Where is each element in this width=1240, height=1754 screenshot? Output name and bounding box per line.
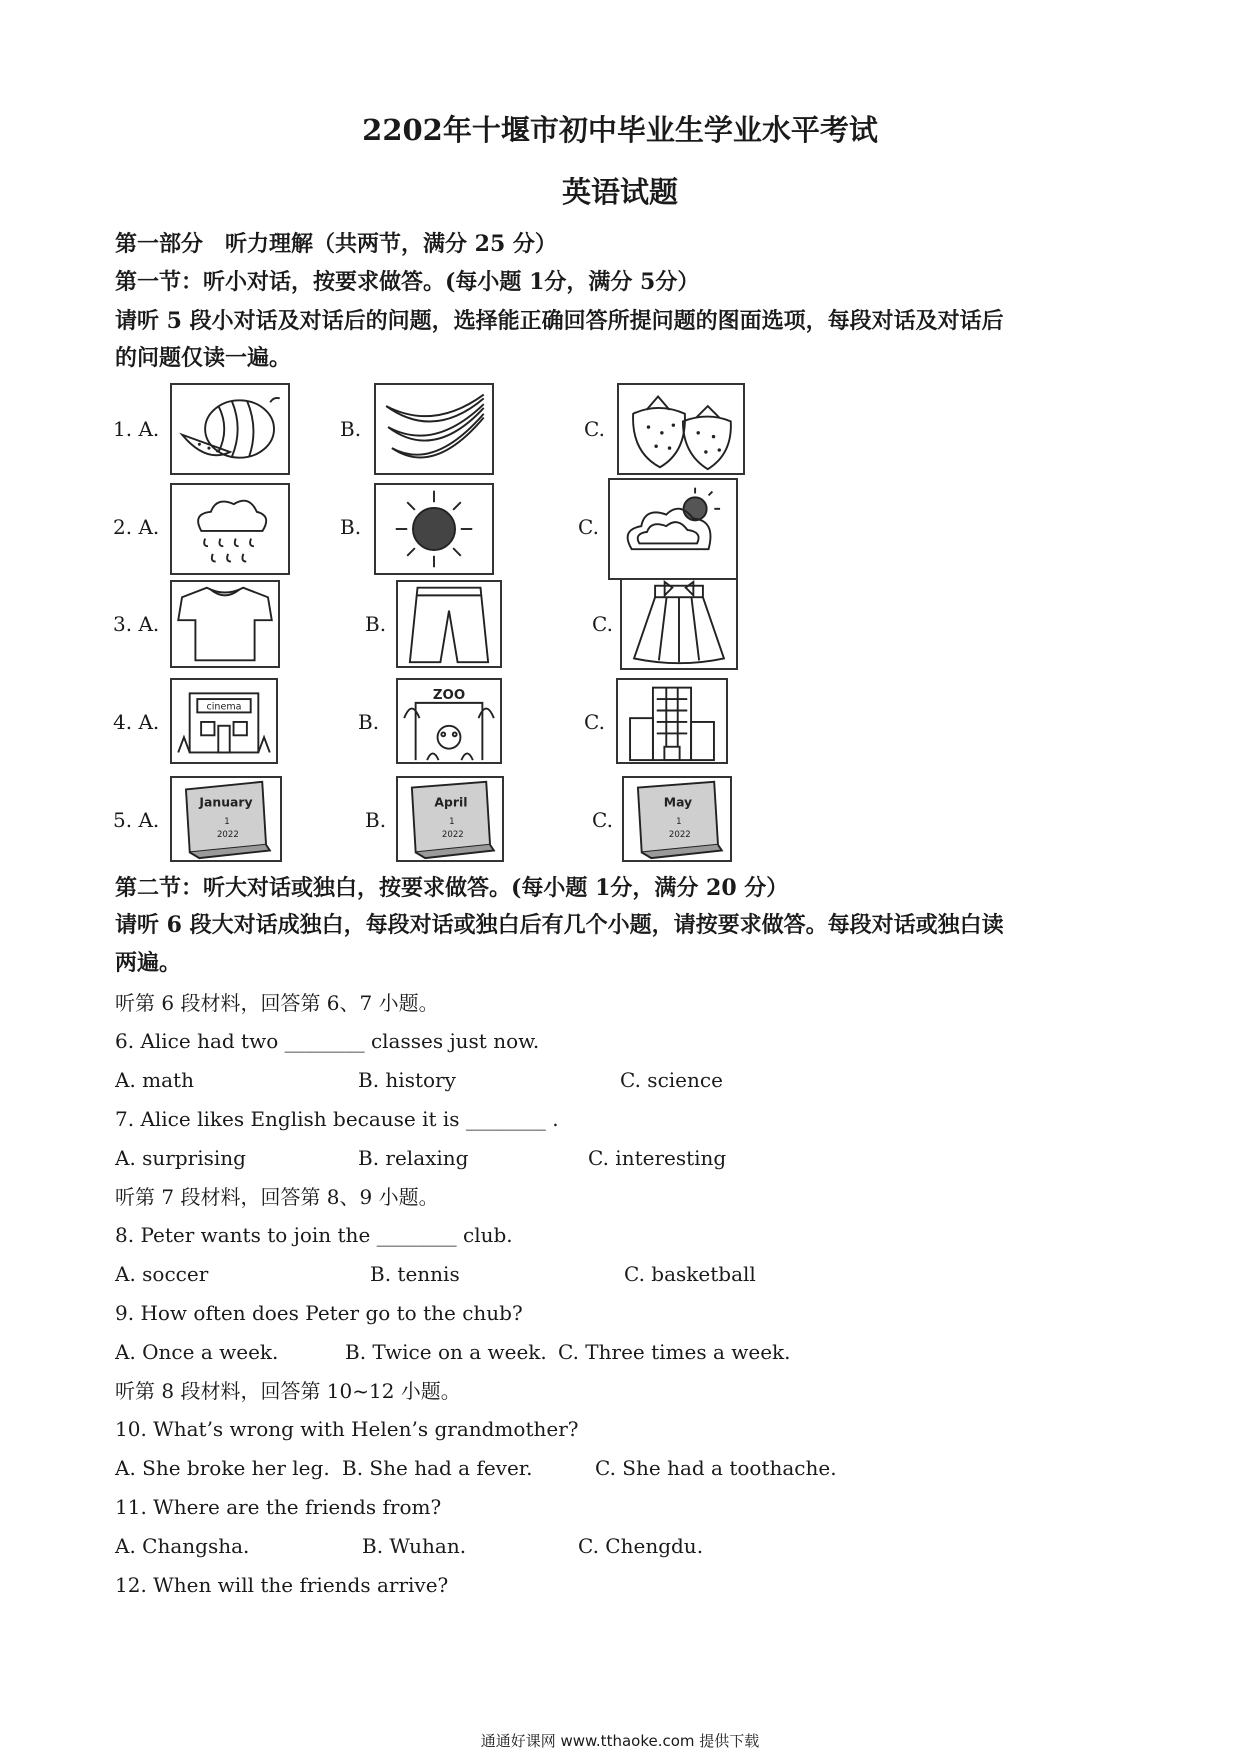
question-6-option-a: A. math [115, 1068, 194, 1092]
material-8-intro: 听第 8 段材料，回答第 10~12 小题。 [115, 1379, 461, 1403]
calendar-icon [170, 776, 282, 862]
material-6-intro: 听第 6 段材料，回答第 6、7 小题。 [115, 991, 439, 1015]
q3-option-b-label: B. [365, 612, 387, 636]
q2-option-a-label: 2. A. [113, 515, 160, 539]
question-10: 10. What’s wrong with Helen’s grandmother? [115, 1417, 579, 1441]
question-9: 9. How often does Peter go to the chub? [115, 1301, 523, 1325]
calendar-month-april: April [434, 794, 468, 810]
calendar-year: 2022 [441, 830, 464, 841]
q5-option-b-label: B. [365, 808, 387, 832]
calendar-month-may: May [663, 794, 693, 810]
section2-instruction-1: 请听 6 段大对话成独白，每段对话或独白后有几个小题，请按要求做答。每段对话或独白读 [115, 912, 1004, 938]
exam-subtitle: 英语试题 [561, 175, 678, 209]
question-8-option-a: A. soccer [115, 1262, 209, 1286]
q2-option-b-label: B. [340, 515, 362, 539]
question-7-option-c: C. interesting [588, 1146, 727, 1170]
page-footer: 通通好课网 www.tthaoke.com 提供下载 [480, 1732, 760, 1750]
calendar-day: 1 [449, 816, 455, 827]
section1-heading: 第一节：听小对话，按要求做答。(每小题 1分，满分 5分） [115, 269, 700, 295]
q5-option-a-label: 5. A. [113, 808, 160, 832]
section2-instruction-2: 两遍。 [115, 950, 182, 976]
question-10-option-c: C. She had a toothache. [595, 1456, 837, 1480]
question-8-option-b: B. tennis [370, 1262, 460, 1286]
question-10-option-a: A. She broke her leg. [115, 1456, 330, 1480]
watermelon-icon [170, 383, 290, 475]
question-12: 12. When will the friends arrive? [115, 1573, 449, 1597]
question-7: 7. Alice likes English because it is ________ . [115, 1107, 559, 1131]
pants-icon [396, 580, 502, 668]
question-11-option-a: A. Changsha. [115, 1534, 250, 1558]
question-8: 8. Peter wants to join the ________ club. [115, 1223, 513, 1247]
question-9-option-b: B. Twice on a week. [345, 1340, 547, 1364]
exam-title: 2202年十堰市初中毕业生学业水平考试 [362, 113, 878, 147]
question-11: 11. Where are the friends from? [115, 1495, 442, 1519]
question-11-option-b: B. Wuhan. [362, 1534, 467, 1558]
q4-option-b-label: B. [358, 710, 380, 734]
question-10-option-b: B. She had a fever. [342, 1456, 533, 1480]
rain-cloud-icon [170, 483, 290, 575]
calendar-year: 2022 [668, 830, 691, 841]
calendar-day: 1 [676, 816, 682, 827]
question-7-option-a: A. surprising [115, 1146, 246, 1170]
q3-option-c-label: C. [592, 612, 613, 636]
tshirt-icon [170, 580, 280, 668]
question-9-option-c: C. Three times a week. [558, 1340, 791, 1364]
section1-instruction-1: 请听 5 段小对话及对话后的问题，选择能正确回答所提问题的图面选项，每段对话及对话后 [115, 308, 1004, 334]
cinema-icon [170, 678, 278, 764]
question-8-option-c: C. basketball [624, 1262, 756, 1286]
calendar-month-january: January [199, 794, 253, 810]
zoo-icon [396, 678, 502, 764]
section2-heading: 第二节：听大对话或独白，按要求做答。(每小题 1分，满分 20 分） [115, 875, 789, 901]
q1-option-c-label: C. [584, 417, 605, 441]
q4-option-c-label: C. [584, 710, 605, 734]
q5-option-c-label: C. [592, 808, 613, 832]
question-9-option-a: A. Once a week. [115, 1340, 279, 1364]
zoo-sign-text: ZOO [432, 688, 466, 704]
question-6: 6. Alice had two ________ classes just now. [115, 1029, 540, 1053]
material-7-intro: 听第 7 段材料，回答第 8、9 小题。 [115, 1185, 439, 1209]
q1-option-a-label: 1. A. [113, 417, 160, 441]
cloud-sun-icon [608, 478, 738, 580]
calendar-icon [622, 776, 732, 862]
cinema-sign-text: cinema [206, 701, 242, 713]
question-11-option-c: C. Chengdu. [578, 1534, 704, 1558]
q3-option-a-label: 3. A. [113, 612, 160, 636]
q2-option-c-label: C. [578, 515, 599, 539]
part1-heading: 第一部分 听力理解（共两节，满分 25 分） [115, 231, 557, 257]
building-icon [616, 678, 728, 764]
banana-icon [374, 383, 494, 475]
sun-icon [374, 483, 494, 575]
section1-instruction-2: 的问题仅读一遍。 [115, 345, 292, 371]
strawberry-icon [617, 383, 745, 475]
calendar-icon [396, 776, 504, 862]
calendar-day: 1 [224, 816, 230, 827]
question-6-option-c: C. science [620, 1068, 723, 1092]
question-7-option-b: B. relaxing [358, 1146, 469, 1170]
q1-option-b-label: B. [340, 417, 362, 441]
skirt-icon [620, 578, 738, 670]
question-6-option-b: B. history [358, 1068, 456, 1092]
q4-option-a-label: 4. A. [113, 710, 160, 734]
calendar-year: 2022 [216, 830, 239, 841]
